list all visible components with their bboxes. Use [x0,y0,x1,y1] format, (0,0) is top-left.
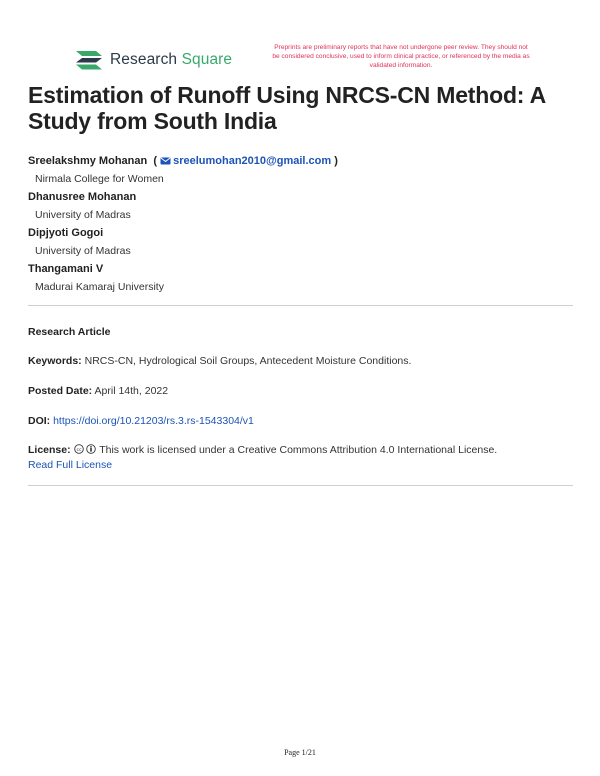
research-square-logo-icon [74,48,104,72]
svg-text:cc: cc [76,447,82,453]
author-list [28,152,573,296]
author-name: Dhanusree Mohanan [28,191,137,203]
author-name: Sreelakshmy Mohanan ( sreelumohan2010@gmail.com ) [28,155,338,167]
author-affiliation: Nirmala College for Women [35,173,164,185]
doi: DOI: https://doi.org/10.21203/rs.3.rs-1543304/v1 [28,415,254,427]
creative-commons-icon [74,444,84,454]
author-name: Thangamani V [28,263,104,275]
license: License: cc This work is licensed under a Creative Commons Attribution 4.0 International License. Read Full License [28,444,498,471]
doi-link[interactable]: https://doi.org/10.21203/rs.3.rs-1543304/v1 [53,415,254,427]
divider [28,305,573,306]
mail-icon [160,157,171,165]
article-type: Research Article [28,326,111,338]
author-affiliation: Madurai Kamaraj University [35,281,164,293]
divider [28,485,573,486]
research-square-logo[interactable] [74,47,232,73]
paper-title: Estimation of Runoff Using NRCS-CN Method: A Study from South India [28,82,546,134]
posted-date: Posted Date: April 14th, 2022 [28,385,169,397]
preprint-disclaimer: Preprints are preliminary reports that have not undergone peer review. They should not be considered conclusive, used to inform clinical practice, or referenced by the media as validated information. [272,44,530,69]
author-affiliation: University of Madras [35,245,131,257]
corresponding-email[interactable]: ( sreelumohan2010@gmail.com ) [153,155,338,167]
author-name: Dipjyoti Gogoi [28,227,104,239]
read-full-license-link[interactable]: Read Full License [28,459,113,471]
author-affiliation: University of Madras [35,209,131,221]
page-number: Page 1/21 [284,748,316,757]
keywords: Keywords: NRCS-CN, Hydrological Soil Groups, Antecedent Moisture Conditions. [28,355,412,367]
attribution-icon [86,444,96,454]
logo-text: Research Square [110,51,233,68]
